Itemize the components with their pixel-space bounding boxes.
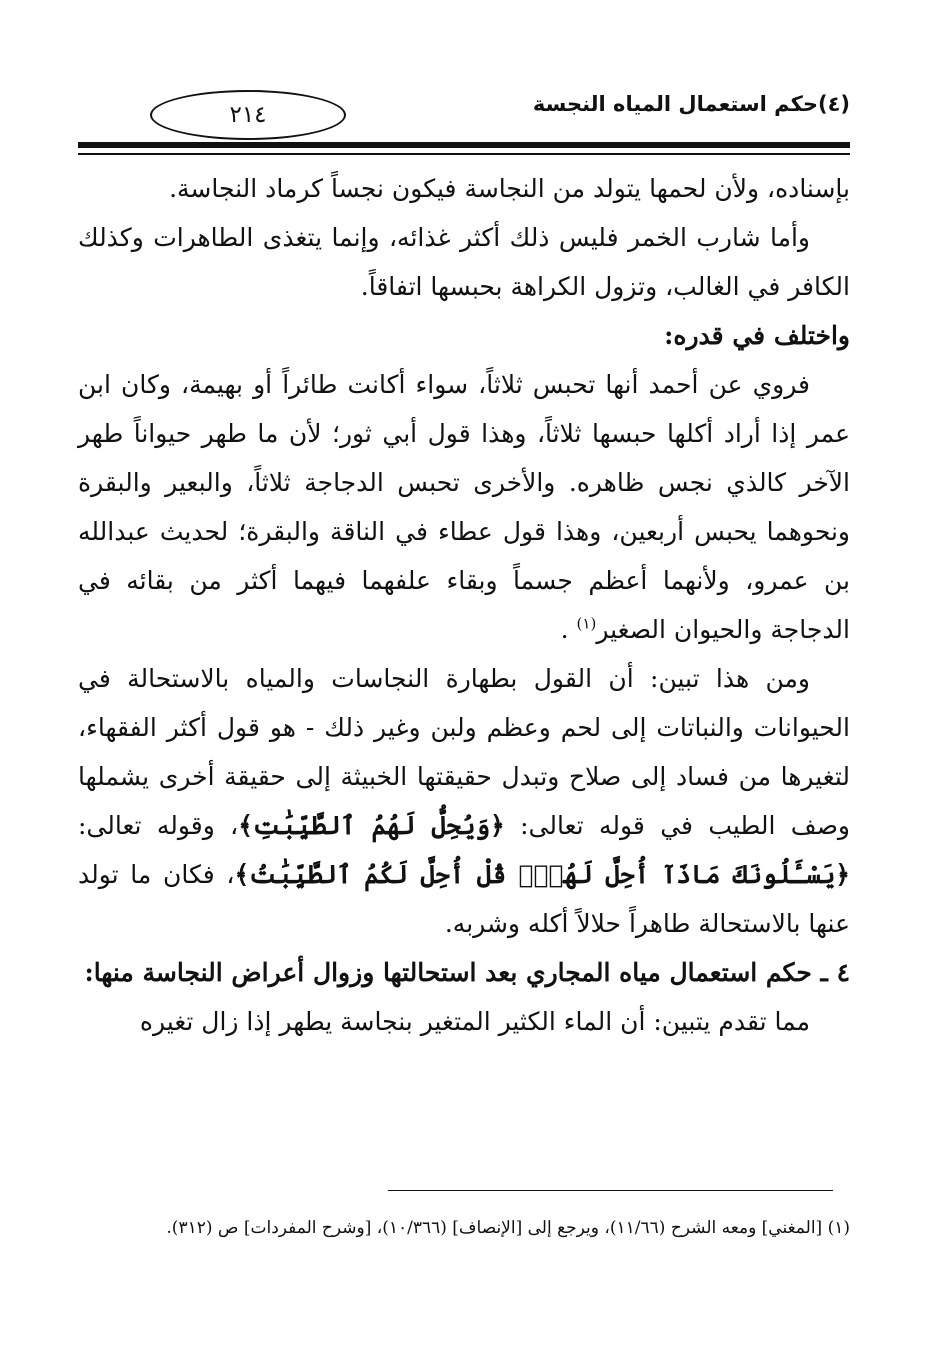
paragraph-4-end: ، فكان ما تولد عنها بالاستحالة طاهراً حلالاً أكله وشربه.: [78, 860, 850, 938]
footnote-divider: [388, 1190, 833, 1191]
paragraph-3-text: فروي عن أحمد أنها تحبس ثلاثاً، سواء أكانت طائراً أو بهيمة، وكان ابن عمر إذا أراد أكلها حبسها ثلاثاً، وهذا قول أبي ثور؛ لأن ما طهر حيواناً طهر الآخر كالذي نجس ظاهره. والأخرى تحبس الدجاجة ثلاثاً، والبعير والبقرة ونحوهما يحبس أربعين، وهذا قول عطاء في الناقة والبقرة؛ لحديث عبدالله بن عمرو، ولأنهما أعظم جسماً وبقاء علفهما فيهما أكثر من بقائه في الدجاجة والحيوان الصغير: [78, 370, 850, 644]
footnote-marker[interactable]: (١): [576, 614, 597, 633]
paragraph-4: [78, 654, 850, 948]
paragraph-3: [78, 360, 850, 654]
paragraph-4-text: ومن هذا تبين: أن القول بطهارة النجاسات والمياه بالاستحالة في الحيوانات والنباتات إلى لحم وعظم ولبن وغير ذلك - هو قول أكثر الفقهاء، لتغيرها من فساد إلى صلاح وتبدل حقيقتها الخبيثة إلى حقيقة أخرى يشملها وصف الطيب في قوله تعالى:: [78, 664, 850, 840]
page-number: ٢١٤: [150, 90, 346, 140]
numbered-heading: ٤ ـ حكم استعمال مياه المجاري بعد استحالتها وزوال أعراض النجاسة منها:: [84, 958, 850, 987]
header-rule-thin: [78, 153, 850, 155]
section-heading: واختلف في قدره:: [664, 321, 850, 350]
paragraph-4-mid: ، وقوله تعالى:: [78, 811, 239, 840]
header-rule-thick: [78, 142, 850, 148]
footnote-1: (١) [المغني] ومعه الشرح (١١/٦٦)، ويرجع إلى [الإنصاف] (١٠/٣٦٦)، [وشرح المفردات] ص (٣١٢).: [166, 1218, 850, 1238]
paragraph-5: مما تقدم يتبين: أن الماء الكثير المتغير بنجاسة يطهر إذا زال تغيره: [139, 1007, 810, 1036]
quran-verse-1: ﴿وَيُحِلُّ لَهُمُ ٱلطَّيِّبَٰتِ﴾: [238, 811, 505, 840]
footnotes: [78, 1212, 850, 1245]
paragraph-3-end: .: [560, 615, 569, 644]
chapter-title: (٤)حكم استعمال المياه النجسة: [532, 92, 850, 116]
paragraph-1: بإسناده، ولأن لحمها يتولد من النجاسة فيكون نجساً كرماد النجاسة.: [169, 174, 850, 203]
body-text: [78, 164, 850, 1046]
paragraph-2: وأما شارب الخمر فليس ذلك أكثر غذائه، وإنما يتغذى الطاهرات وكذلك الكافر في الغالب، وتزول الكراهة بحبسها اتفاقاً.: [78, 223, 850, 301]
page-header: [78, 78, 850, 148]
quran-verse-2: ﴿يَسْـَٔلُونَكَ مَاذَآ أُحِلَّ لَهُمْۖ قُلْ أُحِلَّ لَكُمُ ٱلطَّيِّبَٰتُ﴾: [234, 860, 850, 889]
